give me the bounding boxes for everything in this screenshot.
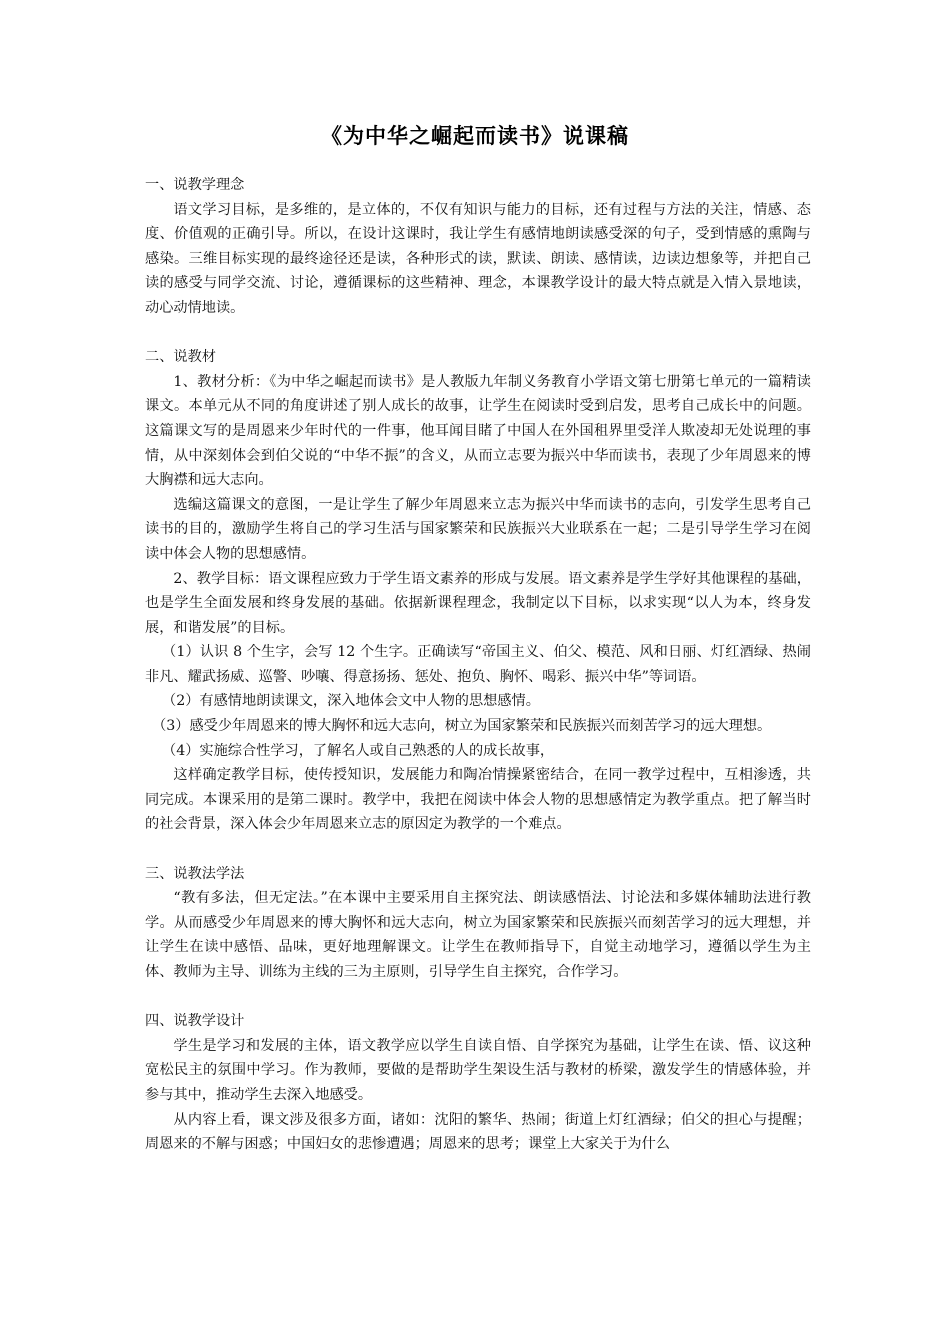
document-title: 《为中华之崛起而读书》说课稿 <box>321 124 629 148</box>
paragraph: 1、教材分析：《为中华之崛起而读书》是人教版九年制义务教育小学语文第七册第七单元的一篇精读课文。本单元从不同的角度讲述了别人成长的故事，让学生在阅读时受到启发，思考自己成长中的问题。这篇课文写的是周恩来少年时代的一件事，他耳闻目睹了中国人在外国租界里受洋人欺凌却无处说理的事情，从中深刻体会到伯父说的“中华不振”的含义，从而立志要为振兴中华而读书，表现了少年周恩来的博大胸襟和远大志向。 <box>145 373 811 489</box>
document-body <box>145 173 811 1157</box>
spacer <box>145 321 811 346</box>
spacer <box>145 985 811 1010</box>
paragraph: 2、教学目标：语文课程应致力于学生语文素养的形成与发展。语文素养是学生学好其他课程的基础，也是学生全面发展和终身发展的基础。依据新课程理念，我制定以下目标，以求实现“以人为本，终身发展，和谐发展”的目标。 <box>145 570 811 636</box>
section-heading: 二、说教材 <box>145 349 216 366</box>
section-heading: 四、说教学设计 <box>145 1013 245 1030</box>
goal-item: （1）认识 8 个生字，会写 12 个生字。正确读写“帝国主义、伯父、模范、风和日丽、灯红酒绿、热闹非凡、耀武扬威、巡警、吵嚷、得意扬扬、惩处、抱负、胸怀、喝彩、振兴中华”等词语。 <box>145 644 811 685</box>
paragraph: 从内容上看，课文涉及很多方面，诸如：沈阳的繁华、热闹；街道上灯红酒绿；伯父的担心与提醒；周恩来的不解与困惑；中国妇女的悲惨遭遇；周恩来的思考；课堂上大家关于为什么 <box>145 1111 811 1153</box>
paragraph: 选编这篇课文的意图，一是让学生了解少年周恩来立志为振兴中华而读书的志向，引发学生思考自己读书的目的，激励学生将自己的学习生活与国家繁荣和民族振兴大业联系在一起；二是引导学生学习在阅读中体会人物的思想感情。 <box>145 496 811 562</box>
section-heading: 三、说教法学法 <box>145 865 245 882</box>
goal-item: （3）感受少年周恩来的博大胸怀和远大志向，树立为国家繁荣和民族振兴而刻苦学习的远大理想。 <box>152 718 772 735</box>
paragraph: 学生是学习和发展的主体，语文教学应以学生自读自悟、自学探究为基础，让学生在读、悟、议这种宽松民主的氛围中学习。作为教师，要做的是帮助学生架设生活与教材的桥梁，激发学生的情感体验，并参与其中，推动学生去深入地感受。 <box>145 1037 811 1103</box>
paragraph: 语文学习目标，是多维的，是立体的，不仅有知识与能力的目标，还有过程与方法的关注，情感、态度、价值观的正确引导。所以，在设计这课时，我让学生有感情地朗读感受深的句子，受到情感的熏陶与感染。三维目标实现的最终途径还是读，各种形式的读，默读、朗读、感情读，边读边想象等，并把自己读的感受与同学交流、讨论，遵循课标的这些精神、理念，本课教学设计的最大特点就是入情入景地读，动心动情地读。 <box>145 201 811 316</box>
paragraph: 这样确定教学目标，使传授知识，发展能力和陶冶情操紧密结合，在同一教学过程中，互相渗透，共同完成。本课采用的是第二课时。教学中，我把在阅读中体会人物的思想感情定为教学重点。把了解当时的社会背景，深入体会少年周恩来立志的原因定为教学的一个难点。 <box>145 767 811 833</box>
goal-item: （2）有感情地朗读课文，深入地体会文中人物的思想感情。 <box>162 693 540 710</box>
section-heading: 一、说教学理念 <box>145 177 245 193</box>
paragraph: “教有多法，但无定法。”在本课中主要采用自主探究法、朗读感悟法、讨论法和多媒体辅助法进行教学。从而感受少年周恩来的博大胸怀和远大志向，树立为国家繁荣和民族振兴而刻苦学习的远大理想，并让学生在读中感悟、品味，更好地理解课文。让学生在教师指导下，自觉主动地学习，遵循以学生为主体、教师为主导、训练为主线的三为主原则，引导学生自主探究，合作学习。 <box>145 890 811 980</box>
goal-item: （4）实施综合性学习，了解名人或自己熟悉的人的成长故事， <box>162 742 555 759</box>
spacer <box>145 837 811 862</box>
